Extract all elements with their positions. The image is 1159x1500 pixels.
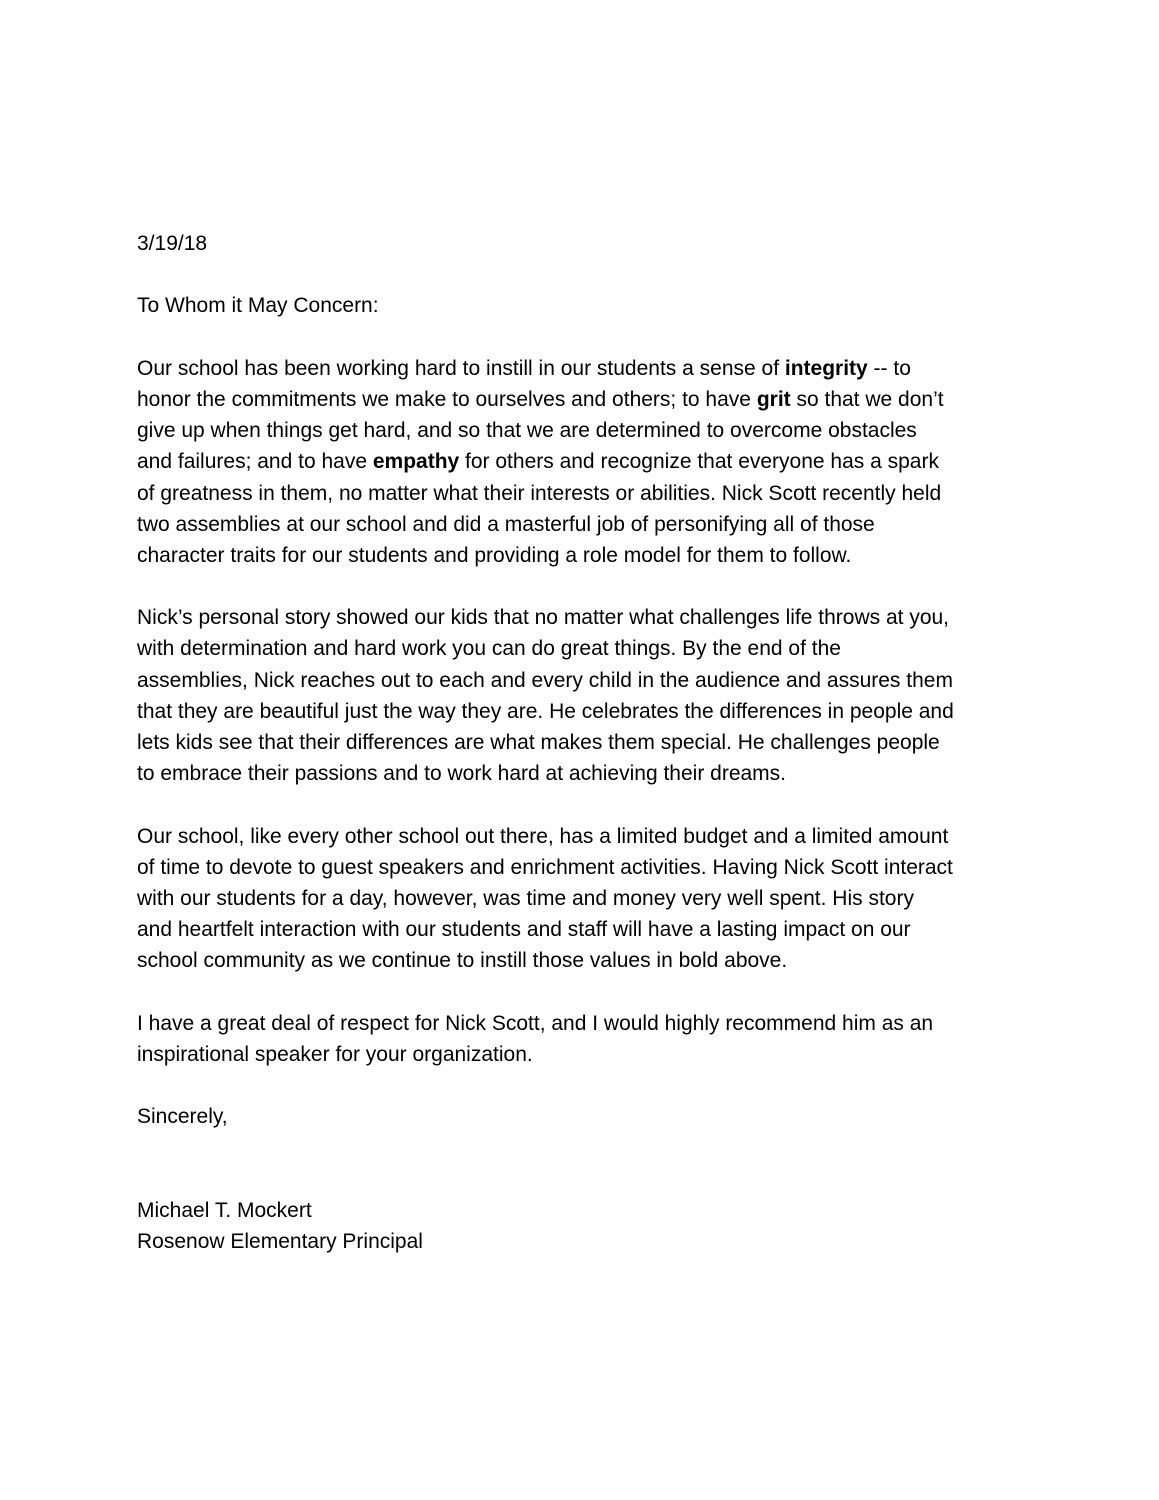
signer-title: Rosenow Elementary Principal bbox=[137, 1230, 423, 1254]
paragraph-line: give up when things get hard, and so that we are determined to overcome obstacles bbox=[137, 419, 917, 443]
paragraph-line: of time to devote to guest speakers and enrichment activities. Having Nick Scott interact bbox=[137, 855, 953, 879]
letter-closing: Sincerely, bbox=[137, 1105, 228, 1129]
paragraph-line: Our school has been working hard to instill in our students a sense of integrity -- to bbox=[137, 356, 911, 380]
bold-word-empathy: empathy bbox=[372, 450, 460, 474]
paragraph-line: Nick’s personal story showed our kids that no matter what challenges life throws at you, bbox=[137, 606, 950, 630]
signer-name: Michael T. Mockert bbox=[137, 1198, 312, 1222]
paragraph-2 bbox=[137, 602, 1037, 789]
paragraph-3 bbox=[137, 821, 1037, 977]
paragraph-line: and heartfelt interaction with our students and staff will have a lasting impact on our bbox=[137, 918, 911, 942]
paragraph-1 bbox=[137, 353, 1037, 571]
paragraph-4 bbox=[137, 1008, 1037, 1070]
paragraph-line: assemblies, Nick reaches out to each and every child in the audience and assures them bbox=[137, 668, 953, 692]
bold-word-grit: grit bbox=[756, 387, 791, 411]
paragraph-line: two assemblies at our school and did a masterful job of personifying all of those bbox=[137, 512, 875, 536]
paragraph-line: I have a great deal of respect for Nick Scott, and I would highly recommend him as an bbox=[137, 1011, 934, 1035]
paragraph-line: lets kids see that their differences are what makes them special. He challenges people bbox=[137, 731, 940, 754]
paragraph-line: Our school, like every other school out there, has a limited budget and a limited amount bbox=[137, 824, 949, 848]
bold-word-integrity: integrity bbox=[784, 356, 868, 380]
paragraph-line: to embrace their passions and to work hard at achieving their dreams. bbox=[137, 762, 787, 786]
letter-body bbox=[137, 228, 1037, 1257]
paragraph-line: school community as we continue to instill those values in bold above. bbox=[137, 949, 788, 973]
paragraph-line: inspirational speaker for your organization. bbox=[137, 1042, 533, 1066]
paragraph-line: character traits for our students and providing a role model for them to follow. bbox=[137, 543, 852, 567]
paragraph-line: honor the commitments we make to ourselves and others; to have grit so that we don’t bbox=[137, 387, 944, 411]
paragraph-line: that they are beautiful just the way they are. He celebrates the differences in people and bbox=[137, 699, 954, 723]
paragraph-line: with determination and hard work you can do great things. By the end of the bbox=[137, 637, 841, 661]
paragraph-line: and failures; and to have empathy for others and recognize that everyone has a spark bbox=[137, 450, 939, 474]
letter-salutation: To Whom it May Concern: bbox=[137, 294, 379, 318]
letter-date: 3/19/18 bbox=[137, 232, 208, 255]
paragraph-line: of greatness in them, no matter what their interests or abilities. Nick Scott recently held bbox=[137, 481, 942, 505]
paragraph-line: with our students for a day, however, was time and money very well spent. His story bbox=[137, 886, 914, 910]
